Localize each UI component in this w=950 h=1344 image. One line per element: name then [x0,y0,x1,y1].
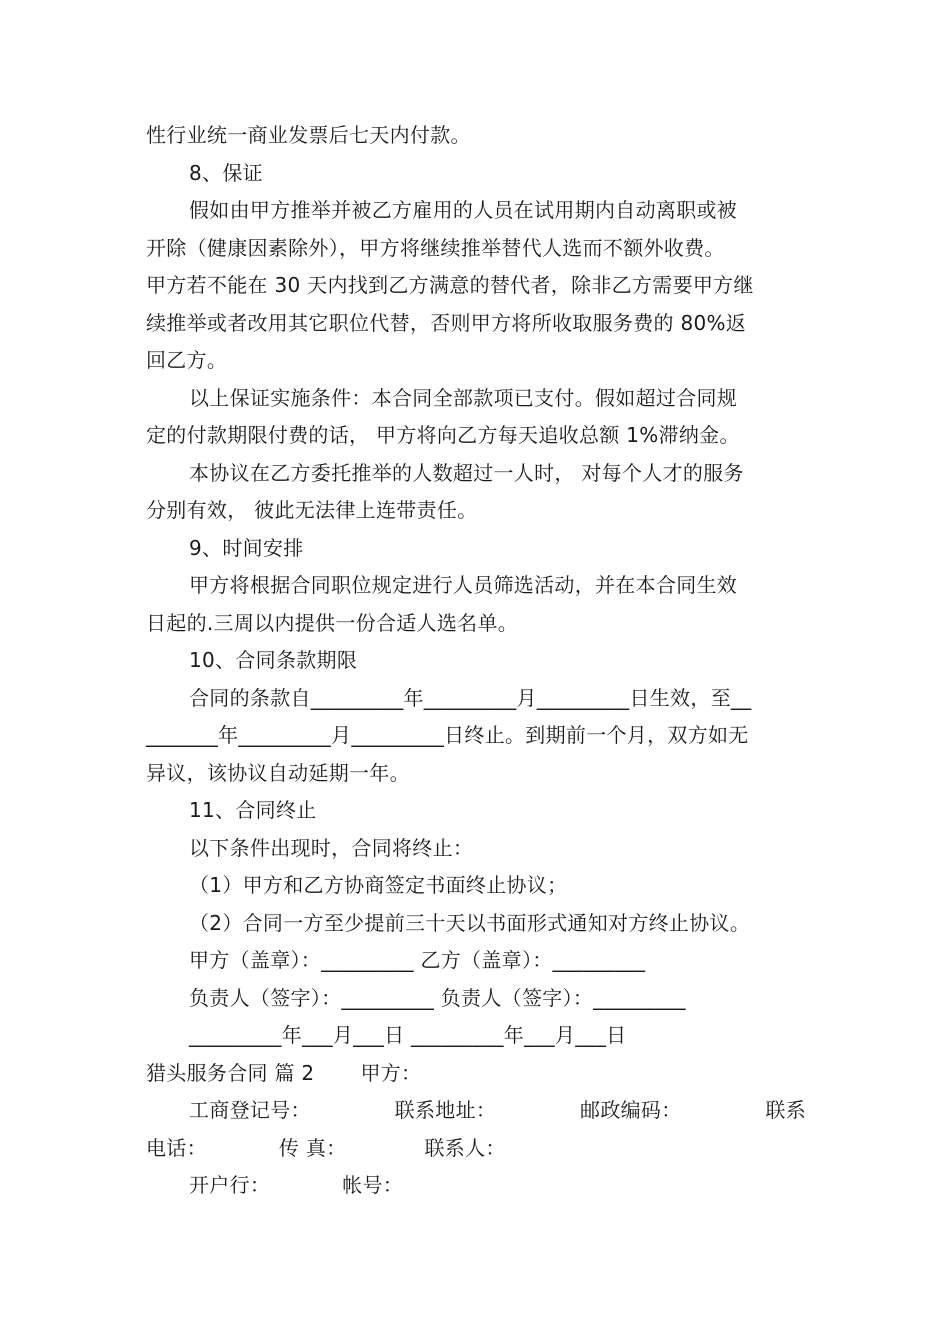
account-label: 帐号： [342,1173,404,1197]
date-line: _________年___月___日 _________年___月___日 [189,1023,627,1047]
section-heading-schedule: 9、时间安排 [189,535,304,560]
text-line: 定的付款期限付费的话， 甲方将向乙方每天追收总额 1%滞纳金。 [146,423,740,447]
contact-label-start: 联系 [765,1098,806,1122]
fax-label: 传 真： [278,1135,347,1160]
section2-heading-line [146,1055,806,1093]
contact-row-1 [146,1092,806,1130]
contract-body [146,117,806,1205]
text-line: 甲方将根据合同职位规定进行人员筛选活动，并在本合同生效 [189,573,738,597]
text-line: 回乙方。 [146,348,228,372]
seal-line: 甲方（盖章）：_________ 乙方（盖章）：_________ [189,948,646,972]
contact-person-label: 联系人： [424,1135,506,1160]
text-line: 假如由甲方推举并被乙方雇用的人员在试用期内自动离职或被 [189,198,738,222]
bank-row [146,1167,806,1205]
business-reg-label: 工商登记号： [189,1098,311,1122]
list-item: （1）甲方和乙方协商签定书面终止协议； [189,873,568,897]
signature-line: 负责人（签字）：_________ 负责人（签字）：_________ [189,985,686,1010]
text-line: _______年_________月_________日终止。到期前一个月，双方如无 [146,723,749,747]
section2-heading: 猎头服务合同 篇 2 [146,1060,315,1085]
text-line: 开除（健康因素除外），甲方将继续推举替代人选而不额外收费。 [146,235,725,260]
text-line: 合同的条款自_________年_________月_________日生效，至__ [189,685,752,710]
address-label: 联系地址： [394,1098,497,1122]
text-line: 甲方若不能在 30 天内找到乙方满意的替代者，除非乙方需要甲方继 [146,273,754,297]
list-item: （2）合同一方至少提前三十天以书面形式通知对方终止协议。 [189,910,751,935]
text-line: 续推举或者改用其它职位代替，否则甲方将所收取服务费的 80%返 [146,310,747,335]
text-line: 以下条件出现时，合同将终止： [189,835,474,860]
section-heading-term: 10、合同条款期限 [189,648,358,672]
phone-label: 电话： [146,1135,207,1160]
postcode-label: 邮政编码： [580,1098,682,1122]
text-line: 性行业统一商业发票后七天内付款。 [146,123,471,147]
text-line: 本协议在乙方委托推举的人数超过一人时， 对每个人才的服务 [189,460,744,485]
section-heading-guarantee: 8、保证 [189,160,263,185]
text-line: 分别有效， 彼此无法律上连带责任。 [146,498,478,522]
contact-row-2 [146,1130,806,1168]
bank-label: 开户行： [189,1173,271,1197]
text-line: 日起的.三周以内提供一份合适人选名单。 [146,610,519,635]
party-a-label: 甲方： [360,1060,422,1085]
section-heading-termination: 11、合同终止 [189,798,317,822]
text-line: 异议，该协议自动延期一年。 [146,760,410,785]
text-line: 以上保证实施条件：本合同全部款项已支付。假如超过合同规 [189,385,738,410]
